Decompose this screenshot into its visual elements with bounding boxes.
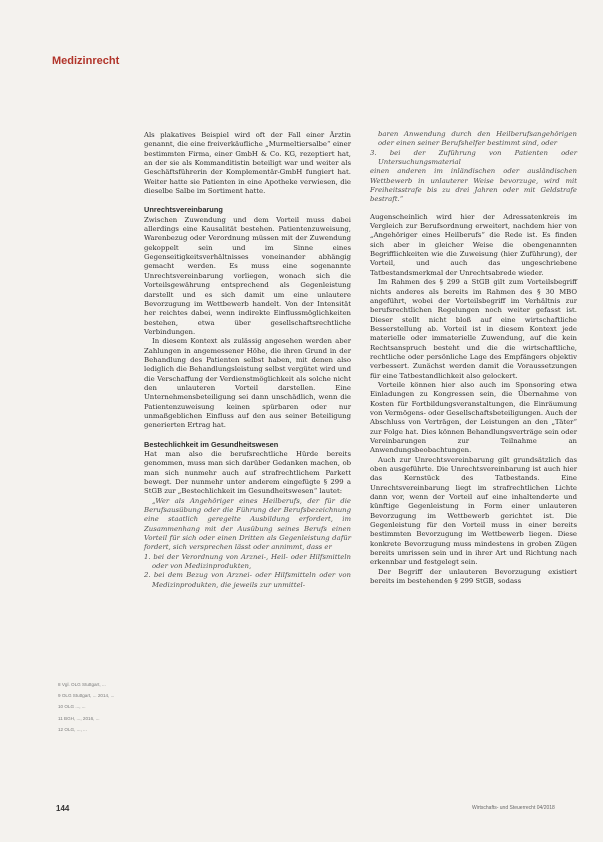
journal-reference: Wirtschafts- und Steuerrecht 04/2018	[472, 805, 555, 811]
paragraph: Der Begriff der unlauteren Bevorzugung existiert bereits im bestehenden § 299 StGB, sodass	[370, 567, 577, 586]
paragraph: Zwischen Zuwendung und dem Vorteil muss dabei allerdings eine Kausalität bestehen. Patientenzuweisung, Warenbezug oder Verordnung müssen mit der Zuwendung gekoppelt sein und im Sinne eines Gegenseitigkeitsverhältnisses voneinander abhängig gemacht werden. Es muss eine sogenannte Unrechtsvereinbarung vorliegen, wonach sich die Vorteilsgewährung entsprechend als Gegenleistung darstellt und es sich damit um eine unlautere Bevorzugung im Wettbewerb handelt. Von der Intensität her reichtes dabei, wenn indirekte Einflussmöglichkeiten bestehen, etwa über gesellschaftsrechtliche Verbindungen.	[144, 215, 351, 336]
footnotes	[58, 682, 126, 738]
footnote: 8 Vgl. OLG Stuttgart, ...	[58, 682, 106, 687]
right-column	[370, 130, 577, 587]
legal-quote-continued: baren Anwendung durch den Heilberufsangehörigen oder einen seiner Berufshelfer bestimmt sind, oder	[378, 130, 577, 148]
legal-quote: „Wer als Angehöriger eines Heilberufs, der für die Berufsausübung oder die Führung der Berufsbezeichnung eine staatlich geregelte Ausbildung erfordert, im Zusammenhang mit der Ausübung seines Berufs einen Vorteil für sich oder einen Dritten als Gegenleistung dafür fordert, sich versprechen lässt oder annimmt, dass er	[144, 496, 351, 552]
footnote: 11 BGH, ..., 2016, ...	[58, 715, 100, 721]
quote-list-item: 3. bei der Zuführung von Patienten oder Untersuchungsmaterial	[370, 148, 577, 167]
quote-list	[370, 149, 577, 168]
legal-quote-end: einen anderen im inländischen oder ausländischen Wettbewerb in unlauterer Weise bevorzuge, wird mit Freiheitsstrafe bis zu drei Jahren oder mit Geldstrafe bestraft.“	[370, 167, 577, 204]
footnote: 10 OLG ..., ...	[58, 704, 86, 710]
quote-list	[144, 553, 351, 590]
paragraph: In diesem Kontext als zulässig angesehen werden aber Zahlungen in angemessener Höhe, die ihren Grund in der Behandlung des Patienten selbst haben, mit denen also lediglich die Behandlungsleistung selbst vergütet wird und die Verschaffung der Verdienstmöglichkeit als solche nicht den unlauteren Vorteil darstellen. Eine Unternehmensbeteiligung sei dann unschädlich, wenn die Patientenzuweisung keinen spürbaren oder nur unmaßgeblichen Einfluss auf den aus seiner Beteiligung generierten Ertrag hat.	[144, 337, 351, 430]
heading-unrechtsvereinbarung: Unrechtsvereinbarung	[144, 205, 223, 215]
quote-list-item: 1. bei der Verordnung von Arznei-, Heil- oder Hilfsmitteln oder von Medizinprodukten,	[144, 552, 351, 571]
footnote: 12 OLG, ..., ...	[58, 726, 87, 732]
left-column	[144, 131, 351, 590]
section-title: Medizinrecht	[52, 55, 120, 67]
paragraph: Vorteile können hier also auch im Sponsoring etwa Einladungen zu Kongressen sein, die Übernahme von Kosten für Fortbildungsveranstaltungen, die Einräumung von Vermögens- oder Gesellschaftsbeteiligungen. Auch der Abschluss von Verträgen, der Leistungen an den „Täter“ zur Folge hat. Dies können Behandlungsverträge sein oder Vereinbarungen zur Teilnahme an Anwendungsbeobachtungen.	[370, 380, 577, 455]
quote-list-item: 2. bei dem Bezug von Arznei- oder Hilfsmitteln oder von Medizinprodukten, die jeweils zur unmittel-	[144, 571, 351, 589]
paragraph: Im Rahmen des § 299 a StGB gilt zum Vorteilsbegriff nichts anderes als bereits im Rahmen des § 30 MBO angeführt, wobei der Vorteilsbegriff im Verhältnis zur berufsrechtlichen Regelungen noch weiter gefasst ist. Dieser stellt nicht bloß auf eine wirtschaftliche Besserstellung ab. Vorteil ist in diesem Kontext jede materielle oder immaterielle Zuwendung, auf die kein Rechtsanspruch besteht und die die wirtschaftliche, rechtliche oder persönliche Lage des Empfängers objektiv verbessert. Zunächst werden damit die Voraussetzungen für eine Tatbestandlichkeit also gelockert.	[370, 278, 577, 380]
footnote: 9 OLG Stuttgart, ... 2014, ...	[58, 693, 115, 699]
page-number: 144	[56, 804, 70, 813]
intro-paragraph: Als plakatives Beispiel wird oft der Fall einer Ärztin genannt, die eine freiverkäufliche „Murmeltiersalbe“ einer bestimmten Firma, einer GmbH & Co. KG, rezeptiert hat, an der sie als Kommanditistin beteiligt war und weiter als Geschäftsführerin der Komplementär-GmbH fungiert hat. Weiter hatte sie Patienten in eine Apotheke verwiesen, die dieselbe Salbe im Sortiment hatte.	[144, 131, 351, 196]
paragraph: Augenscheinlich wird hier der Adressatenkreis im Vergleich zur Berufsordnung erweitert, nachdem hier von „Angehöriger eines Heilberufs“ die Rede ist. Es finden sich aber in gleicher Weise die obengenannten Begrifflichkeiten wie die Zuweisung (hier Zuführung), der Vorteil, und auch das ungeschriebene Tatbestandsmerkmal der Unrechtsabrede wieder.	[370, 212, 577, 277]
paragraph: Hat man also die berufsrechtliche Hürde bereits genommen, muss man sich darüber Gedanken machen, ob man sich nunmehr auch auf strafrechtlichem Parkett bewegt. Der nunmehr unter anderem eingefügte § 299 a StGB zur „Bestechlichkeit im Gesundheitswesen“ lautet:	[144, 450, 351, 496]
paragraph: Auch zur Unrechtsvereinbarung gilt grundsätzlich das oben ausgeführte. Die Unrechtsvereinbarung ist auch hier das Kernstück des Tatbestands. Eine Unrechtsvereinbarung liegt im strafrechtlichen Lichte dann vor, wenn der Vorteil auf eine inhaltenderte und künftige Gegenleistung in Form einer unlauteren Bevorzugung im Wettbewerb gerichtet ist. Die Gegenleistung für den Vorteil muss in einer bereits bestimmten Bevorzugung im Wettbewerb liegen. Diese konkrete Bevorzugung muss mindestens in groben Zügen bereits umrissen sein und in ihrer Art und Richtung nach erkennbar und festgelegt sein.	[370, 455, 577, 567]
heading-bestechlichkeit: Bestechlichkeit im Gesundheitswesen	[144, 439, 279, 449]
